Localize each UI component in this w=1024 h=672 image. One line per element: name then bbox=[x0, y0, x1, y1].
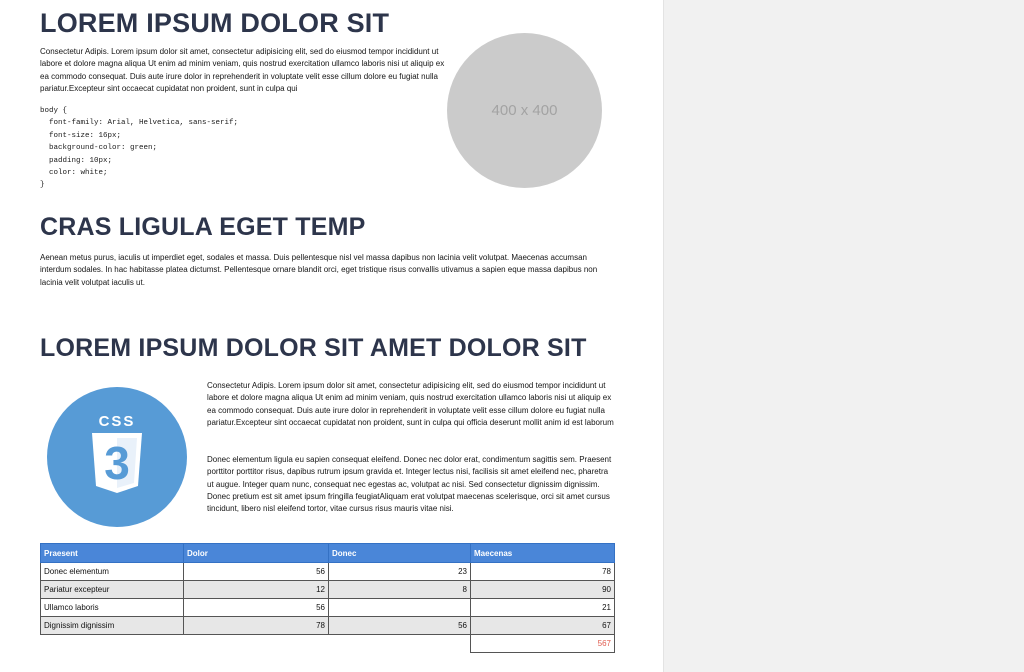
section-two-title: CRAS LIGULA EGET TEMP bbox=[40, 213, 366, 241]
section-three-title: LOREM IPSUM DOLOR SIT AMET DOLOR SIT bbox=[40, 334, 587, 362]
table-header-cell: Maecenas bbox=[471, 544, 615, 563]
table-cell: Dignissim dignissim bbox=[41, 617, 184, 635]
table-row bbox=[41, 617, 615, 635]
table-header-cell: Praesent bbox=[41, 544, 184, 563]
section-three-paragraph-2: Donec elementum ligula eu sapien consequat eleifend. Donec nec dolor erat, condimentum sagittis sem. Praesent porttitor porttitor risus, dapibus rutrum ipsum gravida et. Integer lectus nisi, facilisis sit amet eleifend nec, pharetra ut augue. Integer quam nunc, consequat nec egestas ac, volutpat ac nisi. Sed consectetur dignissim dignissim. Donec pretium est sit amet ipsum fringilla feugiatAliquam erat volutpat maecenas scelerisque, orci sit amet cursus tincidunt, libero nisl eleifend tortor, vitae cursus risus mauris vitae nisi. bbox=[207, 455, 612, 514]
css-logo-number: 3 bbox=[104, 437, 130, 489]
image-placeholder bbox=[447, 33, 602, 188]
table-blank-cell bbox=[184, 635, 329, 653]
table-cell: Ullamco laboris bbox=[41, 599, 184, 617]
table-blank-cell bbox=[41, 635, 184, 653]
table-row bbox=[41, 581, 615, 599]
table-cell: 78 bbox=[184, 617, 329, 635]
data-table bbox=[40, 543, 615, 653]
placeholder-watermark-icon: · · · · bbox=[539, 179, 546, 183]
table-header-row bbox=[41, 544, 615, 563]
table-blank-cell bbox=[329, 635, 471, 653]
section-two-paragraph: Aenean metus purus, iaculis ut imperdiet eget, sodales et massa. Duis pellentesque nisl vel massa dapibus non lacinia velit volutpat. Maecenas accumsan interdum sodales. In hac habitasse platea dictumst. Pellentesque ornare blandit orci, eget tristique risus convallis utivamus a sapien eque massa dapibus non lacinia velit volutpat iaculis ut. bbox=[40, 253, 598, 287]
css-code-block: body { font-family: Arial, Helvetica, sans-serif; font-size: 16px; background-color: green; padding: 10px; color: white; } bbox=[40, 107, 239, 190]
css3-shield-icon bbox=[47, 387, 187, 527]
table-row bbox=[41, 563, 615, 581]
table-cell: 12 bbox=[184, 581, 329, 599]
table-cell: 21 bbox=[471, 599, 615, 617]
table-cell: Donec elementum bbox=[41, 563, 184, 581]
table-cell: 78 bbox=[471, 563, 615, 581]
table-row bbox=[41, 599, 615, 617]
section-one-paragraph: Consectetur Adipis. Lorem ipsum dolor sit amet, consectetur adipisicing elit, sed do eiusmod tempor incididunt ut labore et dolore magna aliqua Ut enim ad minim veniam, quis nostrud exercitation ullamco laboris nisi ut aliquip ex ea commodo consequat. Duis aute irure dolor in reprehenderit in voluptate velit esse cillum dolore eu fugiat nulla pariatur.Excepteur sint occaecat cupidatat non proident, sunt in culpa qui bbox=[40, 47, 445, 93]
table-cell: 56 bbox=[184, 563, 329, 581]
table-cell: 56 bbox=[329, 617, 471, 635]
css-logo-text: CSS bbox=[98, 413, 136, 430]
table-cell bbox=[329, 599, 471, 617]
table-cell: 67 bbox=[471, 617, 615, 635]
table-cell: 23 bbox=[329, 563, 471, 581]
table-total-row bbox=[41, 635, 615, 653]
section-one-title: LOREM IPSUM DOLOR SIT bbox=[40, 8, 390, 38]
css3-logo-icon bbox=[47, 387, 187, 527]
table-header-cell: Dolor bbox=[184, 544, 329, 563]
table-cell: 90 bbox=[471, 581, 615, 599]
table-header-cell: Donec bbox=[329, 544, 471, 563]
table-cell: 8 bbox=[329, 581, 471, 599]
table-cell: Pariatur excepteur bbox=[41, 581, 184, 599]
table-cell: 56 bbox=[184, 599, 329, 617]
table-total-cell: 567 bbox=[471, 635, 615, 653]
section-three-paragraph-1: Consectetur Adipis. Lorem ipsum dolor sit amet, consectetur adipisicing elit, sed do eiusmod tempor incididunt ut labore et dolore magna aliqua Ut enim ad minim veniam, quis nostrud exercitation ullamco laboris nisi ut aliquip ex ea commodo consequat. Duis aute irure dolor in reprehenderit in voluptate velit esse cillum dolore eu fugiat nulla pariatur.Excepteur sint occaecat cupidatat non proident, sunt in culpa qui officia deserunt mollit anim id est laborum bbox=[207, 381, 614, 427]
image-placeholder-label: 400 x 400 bbox=[491, 102, 558, 119]
